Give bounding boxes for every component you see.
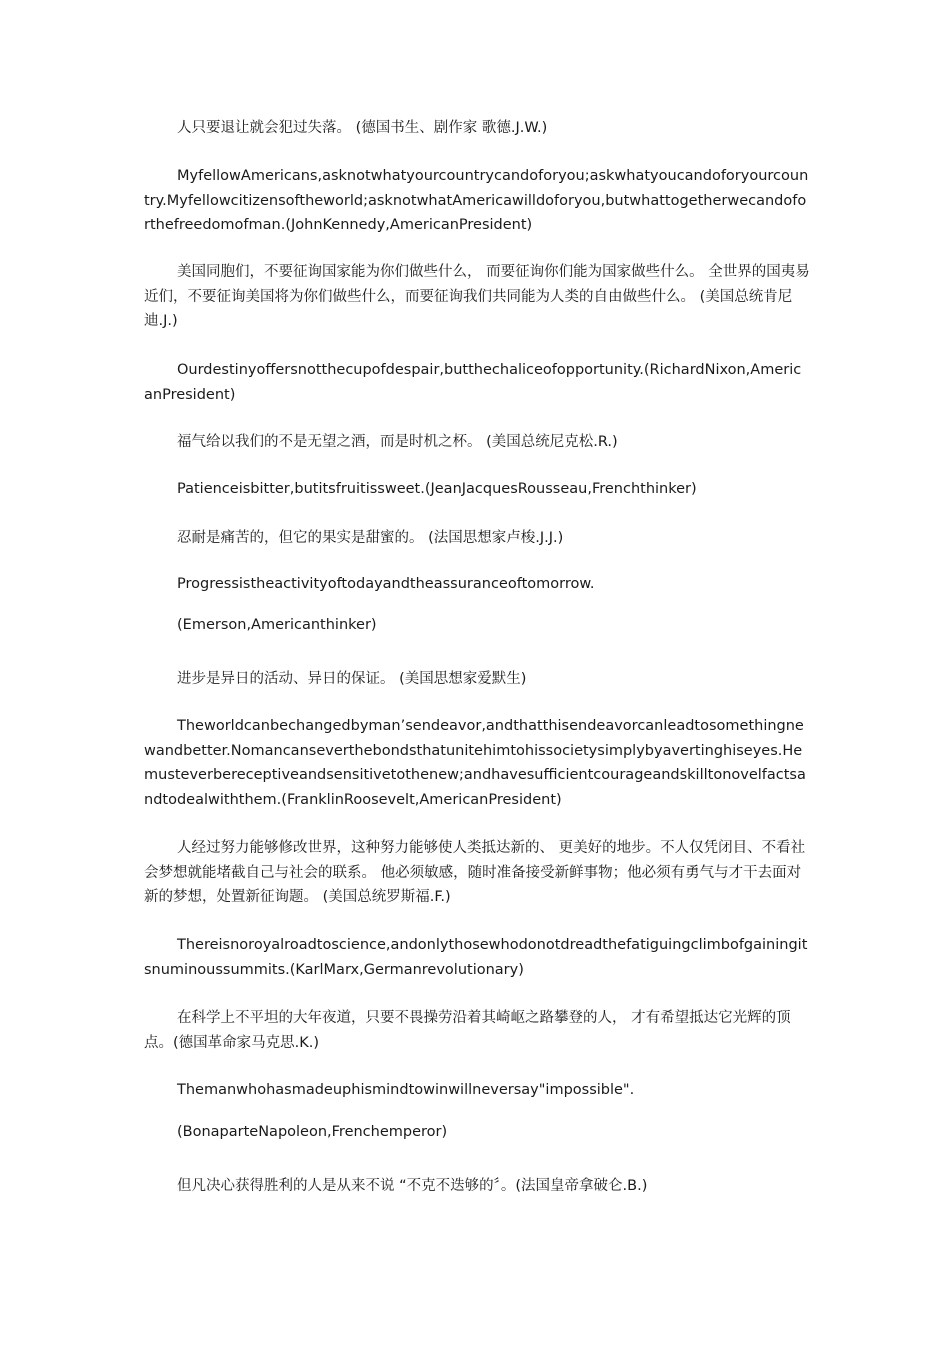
quote-emerson-zh: 进步是异日的活动、异日的保证。 (美国思想家爱默生) bbox=[177, 671, 527, 687]
quote-emerson-attribution: (Emerson,Americanthinker) bbox=[177, 617, 377, 633]
quote-napoleon-attribution: (BonaparteNapoleon,Frenchemperor) bbox=[177, 1124, 448, 1140]
quote-rousseau-zh: 忍耐是痛苦的，但它的果实是甜蜜的。 (法国思想家卢梭.J.J.) bbox=[177, 530, 564, 546]
quote-roosevelt-en: Theworldcanbechangedbyman’sendeavor,andthatthisendeavorcanleadtosomethingnewandbetter.Nomancanseverthebondsthatunitehimtohissocietysimplybyavertinghiseyes.Hemusteverbereceptiveandsensitivetothenew;andhavesufficientcourageandskilltonovelfactsandtodealwiththem.(FranklinRoosevelt,AmericanPresident) bbox=[144, 718, 806, 808]
quote-nixon-en: Ourdestinyoffersnotthecupofdespair,butthechaliceofopportunity.(RichardNixon,AmericanPresident) bbox=[144, 362, 802, 403]
quote-goethe-zh: 人只要退让就会犯过失落。 (德国书生、剧作家 歌德.J.W.) bbox=[177, 120, 548, 136]
quote-roosevelt-zh: 人经过努力能够修改世界，这种努力能够使人类抵达新的、 更美好的地步。不人仅凭闭目、不看社会梦想就能堵截自己与社会的联系。 他必须敏感，随时准备接受新鲜事物；他必须有勇气与才干去面对新的梦想，处置新征询题。 (美国总统罗斯福.F.) bbox=[144, 840, 806, 905]
quote-nixon-zh: 福气给以我们的不是无望之酒，而是时机之杯。 (美国总统尼克松.R.) bbox=[177, 434, 618, 450]
quote-kennedy-zh: 美国同胞们，不要征询国家能为你们做些什么， 而要征询你们能为国家做些什么。 全世界的国夷易近们，不要征询美国将为你们做些什么，而要征询我们共同能为人类的自由做些什么。 (美国总统肯尼迪.J.) bbox=[144, 264, 810, 329]
quote-rousseau-en: Patienceisbitter,butitsfruitissweet.(JeanJacquesRousseau,Frenchthinker) bbox=[177, 481, 697, 497]
quote-marx-zh: 在科学上不平坦的大年夜道，只要不畏操劳沿着其崎岖之路攀登的人， 才有希望抵达它光辉的顶点。(德国革命家马克思.K.) bbox=[144, 1010, 791, 1051]
quote-napoleon-zh: 但凡决心获得胜利的人是从来不说 “不克不迭够的〞。(法国皇帝拿破仑.B.) bbox=[177, 1178, 648, 1194]
quote-napoleon-en: Themanwhohasmadeuphismindtowinwillneversay"impossible". bbox=[177, 1082, 635, 1098]
quote-emerson-en: Progressistheactivityoftodayandtheassuranceoftomorrow. bbox=[177, 576, 595, 592]
quote-kennedy-en: MyfellowAmericans,asknotwhatyourcountrycandoforyou;askwhatyoucandoforyourcountry.Myfellowcitizensoftheworld;asknotwhatAmericawilldoforyou,butwhattogetherwecandoforthefreedomofman.(JohnKennedy,AmericanPresident) bbox=[144, 168, 809, 233]
quote-marx-en: Thereisnoroyalroadtoscience,andonlythosewhodonotdreadthefatiguingclimbofgainingitsnuminoussummits.(KarlMarx,Germanrevolutionary) bbox=[144, 937, 808, 978]
